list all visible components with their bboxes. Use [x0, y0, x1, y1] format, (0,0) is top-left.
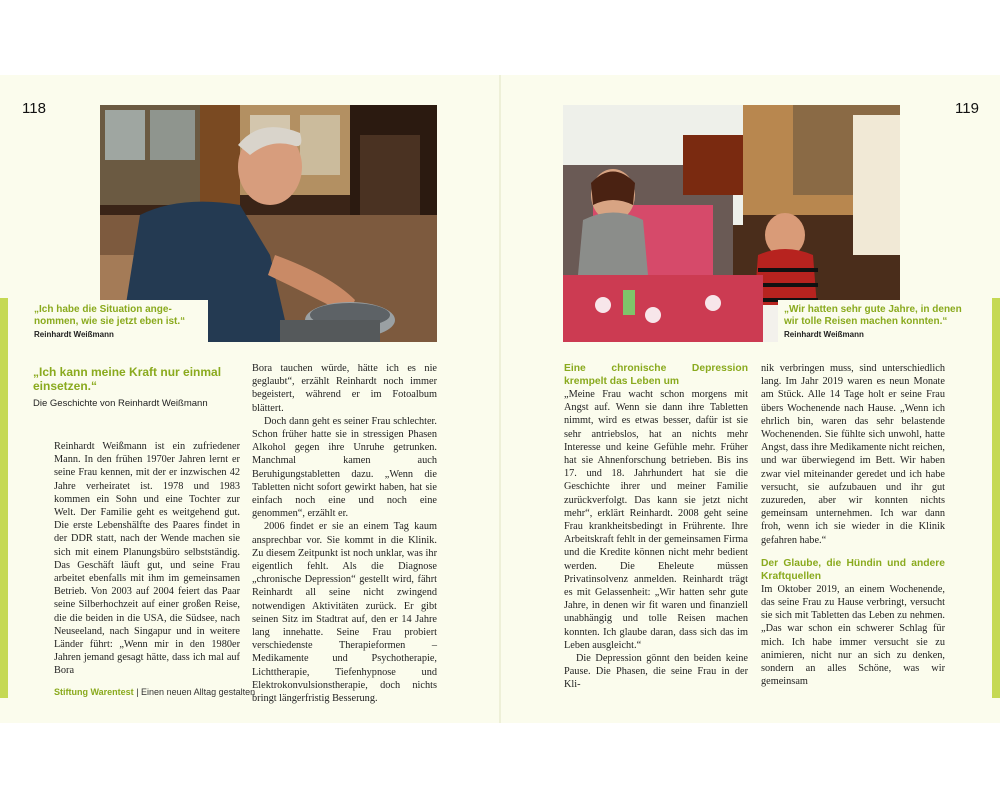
- left-accent-bar: [0, 298, 8, 698]
- paragraph: Im Oktober 2019, an einem Wochenende, das seine Frau zu Hause verbringt, versucht sie sich mit Tabletten das Leben zu nehmen. „Das war schon ein schwerer Schlag für mich. Ich habe immer versucht sie zu animieren, nicht nur an sich zu denken, sondern an alles Schöne, was wir gemeinsam: [761, 583, 945, 688]
- photo-caption-right: [778, 300, 980, 344]
- page-gutter: [499, 75, 501, 723]
- footer-brand: Stiftung Warentest: [54, 687, 134, 697]
- right-column-1: [564, 362, 748, 692]
- caption-quote: „Wir hatten sehr gute Jahre, in denen wir tolle Reisen machen konnten.“: [784, 304, 962, 327]
- subheading: Der Glaube, die Hündin und andere Kraftquellen: [761, 557, 945, 582]
- paragraph: „Meine Frau wacht schon morgens mit Angst auf. Wenn sie dann ihre Tabletten nimmt, wird es etwas besser, dafür ist sie sehr antriebslos, hat an nichts mehr Interesse und keine Gefühle mehr. Früher hat sie Ahnenforschung betrieben. Bis ins 17. und 18. Jahrhundert hat sie die Geschichte ihrer und meiner Familie zurückverfolgt. Das kann sie jetzt nicht mehr“, erklärt Reinhardt. 2008 geht seine Frau krankheitsbedingt in Frührente. Ihre Arbeitskraft fehlt in der gemeinsamen Firma und die Kredite können nicht mehr bedient werden. Die Eheleute müssen Privatinsolvenz anmelden. Reinhardt trägt es mit Gelassenheit: „Wir hatten sehr gute Jahre, in denen wir fit waren und finanziell unabhängig und tolle Reisen machen konnten. Ich glaube daran, dass sich das im Leben ausgleicht.“: [564, 389, 748, 651]
- right-accent-bar: [992, 298, 1000, 698]
- paragraph: Doch dann geht es seiner Frau schlechter. Schon früher hatte sie in stressigen Phasen Alkohol gegen ihre Unruhe getrunken. Manchmal kamen auch Beruhigungstabletten dazu. „Wenn die Tabletten nicht sofort gewirkt haben, hat sie einfach noch eine und noch eine genommen“, erzählt er.: [252, 415, 437, 520]
- book-spread: [0, 75, 1000, 723]
- footer-separator: |: [136, 687, 139, 697]
- page-number-right: 119: [955, 100, 979, 117]
- paragraph: Reinhardt Weißmann ist ein zufriedener Mann. In den frühen 1970er Jahren lernt er seine Frau kennen, mit der er inzwischen 42 Jahre verheiratet ist. 1978 und 1983 kommen ein Sohn und eine Tochter zur Welt. Der Familie geht es weitgehend gut. Die erste Lebenshälfte des Paares findet in der DDR statt, nach der Wende machen sie sich mit einem Planungsbüro selbstständig. Das Geschäft läuft gut, und seine Frau arbeitet ebenfalls mit ihm im gemeinsamen Betrieb. Von 2003 auf 2004 feiert das Paar seine Silberhochzeit auf einer großen Reise, die die beiden in die USA, die Südsee, nach Neuseeland, nach Singapur und in weitere Länder führt: „Wenn mir in den 1980er Jahren jemand gesagt hätte, dass ich mal auf Bora: [54, 441, 240, 677]
- paragraph: Die Depression gönnt den beiden keine Pause. Die Phasen, die seine Frau in der Kli-: [564, 653, 748, 691]
- photo-caption-left: [28, 300, 208, 344]
- right-column-2: [761, 362, 945, 688]
- footer-title: Einen neuen Alltag gestalten: [141, 687, 256, 697]
- subheadline: Die Geschichte von Reinhardt Weißmann: [33, 398, 208, 409]
- paragraph: 2006 findet er sie an einem Tag kaum ansprechbar vor. Sie kommt in die Klinik. Zu diesem Zeitpunkt ist noch unklar, was ihr eigentlich fehlt. Als die Diagnose „chronische Depression“ gestellt wird, fährt Reinhardt all seine nicht zwingend notwendigen Aktivitäten zurück. Er gibt seinen Sitz im Stadtrat auf, den er 14 Jahre lang innehatte. Seine Frau probiert verschiedenste Therapieformen – Medikamente und Psychotherapie, Lichttherapie, Tiefenhypnose und Elektrokonvulsionstherapie, doch nichts bringt längerfristig Besserung.: [252, 521, 437, 705]
- headline: „Ich kann meine Kraft nur einmal einsetzen.“: [33, 365, 222, 393]
- caption-quote: „Ich habe die Situation ange-nommen, wie sie jetzt eben ist.“: [34, 304, 186, 327]
- page-number-left: 118: [22, 100, 46, 117]
- caption-name: Reinhardt Weißmann: [34, 330, 114, 339]
- caption-name: Reinhardt Weißmann: [784, 330, 864, 339]
- paragraph: nik verbringen muss, sind unterschiedlich lang. Im Jahr 2019 waren es neun Monate am Stück. Alle 14 Tage holt er seine Frau übers Wochenende nach Hause. „Wenn ich ehrlich bin, waren das sehr belastende Wochenenden. Sie fühlte sich unwohl, hatte Angst, dass ihre Medikamente nicht reichen, und war überwiegend im Bett. Wir haben zwar viel miteinander geredet und ich habe versucht, sie aufzubauen und ihr gut zuzureden, aber wir konnten nichts gemeinsam unternehmen. Ich war dann froh, wenn ich sie wieder in die Klinik gefahren habe.“: [761, 363, 945, 546]
- paragraph: Bora tauchen würde, hätte ich es nie geglaubt“, erzählt Reinhardt noch immer begeistert, während er im Fotoalbum blättert.: [252, 363, 437, 414]
- footer: [54, 687, 255, 697]
- article-heading: [33, 365, 233, 409]
- left-column-2: [252, 362, 437, 705]
- subheading: Eine chronische Depression krempelt das Leben um: [564, 363, 748, 387]
- left-column-1: [54, 440, 240, 678]
